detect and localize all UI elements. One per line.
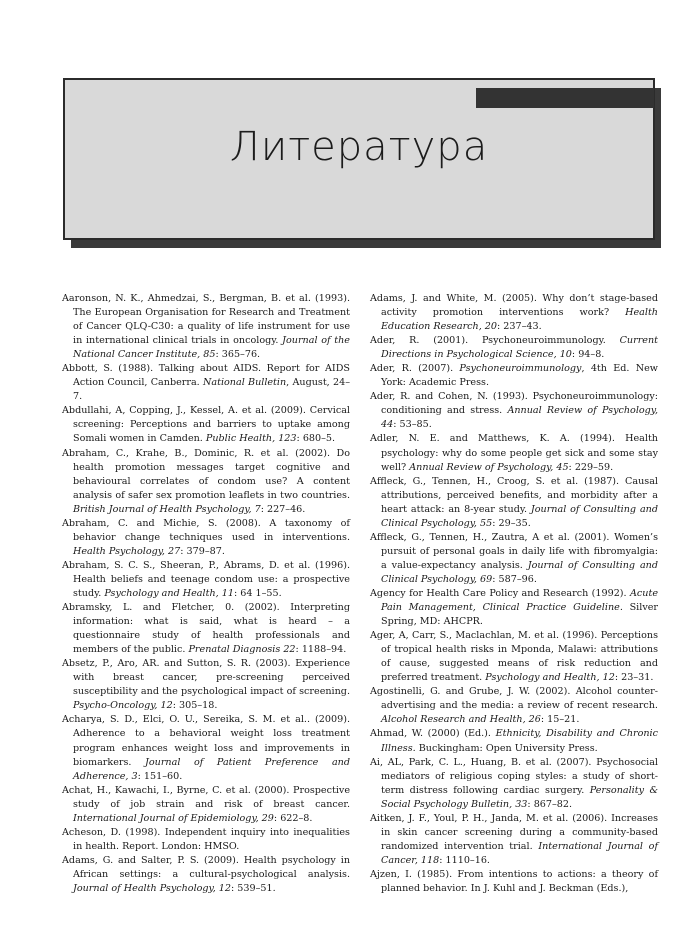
reference-entry: Ader, R. (2007). Psychoneuroimmunology, 4th Ed. New York: Academic Press. — [370, 363, 658, 389]
references-columns — [62, 292, 658, 932]
reference-entry: Ader, R. (2001). Psychoneuroimmunology. Current Directions in Psychological Science, 10: 94–8. — [370, 335, 658, 361]
reference-entry: Affleck, G., Tennen, H., Croog, S. et al. (1987). Causal attributions, perceived benefits, and morbidity after a heart attack: an 8-year study. Journal of Consulting and Clinical Psychology, 55: 29–35. — [370, 475, 658, 529]
references-right-column — [370, 292, 658, 932]
reference-entry: Ai, AL, Park, C. L., Huang, B. et al. (2007). Psychosocial mediators of religious coping styles: a study of short-term distress following cardiac surgery. Personality & Social Psychology Bulletin, 33: 867–82. — [370, 756, 658, 810]
reference-entry: Acheson, D. (1998). Independent inquiry into inequalities in health. Report. London: HMSO. — [62, 826, 350, 852]
reference-entry: Abbott, S. (1988). Talking about AIDS. Report for AIDS Action Council, Canberra. National Bulletin, August, 24–7. — [62, 363, 350, 403]
reference-entry: Ager, A, Carr, S., Maclachlan, M. et al. (1996). Perceptions of tropical health risks in Mponda, Malawi: attributions of cause, suggested means of risk reduction and preferred treatment. Psychology and Health, 12: 23–31. — [370, 630, 658, 684]
reference-entry: Adams, G. and Salter, P. S. (2009). Health psychology in African settings: a cultural-psychological analysis. Journal of Health Psychology, 12: 539–51. — [62, 854, 350, 894]
reference-entry: Abraham, C. and Michie, S. (2008). A taxonomy of behavior change techniques used in interventions. Health Psychology, 27: 379–87. — [62, 517, 350, 557]
header-tab-bar — [476, 88, 654, 108]
reference-entry: Adams, J. and White, M. (2005). Why don’t stage-based activity promotion interventions work? Health Education Research, 20: 237–43. — [370, 293, 658, 333]
reference-entry: Acharya, S. D., Elci, O. U., Sereika, S. M. et al.. (2009). Adherence to a behavioral weight loss treatment program enhances weight loss and improvements in biomarkers. Journal of Patient Preference and Adherence, 3: 151–60. — [62, 714, 350, 782]
reference-entry: Agency for Health Care Policy and Research (1992). Acute Pain Management, Clinical Practice Guideline. Silver Spring, MD: AHCPR. — [370, 587, 658, 628]
reference-entry: Ajzen, I. (1985). From intentions to actions: a theory of planned behavior. In J. Kuhl and J. Beckman (Eds.), — [370, 868, 658, 894]
reference-entry: Abramsky, L. and Fletcher, 0. (2002). Interpreting information: what is said, what is heard – a questionnaire study of health professionals and members of the public. Prenatal Diagnosis 22: 1188–94. — [62, 602, 350, 656]
reference-entry: Affleck, G., Tennen, H., Zautra, A et al. (2001). Women’s pursuit of personal goals in daily life with fibromyalgia: a value-expectancy analysis. Journal of Consulting and Clinical Psychology, 69: 587–96. — [370, 531, 658, 585]
reference-entry: Absetz, P., Aro, AR. and Sutton, S. R. (2003). Experience with breast cancer, pre-screening perceived susceptibility and the psychological impact of screening. Psycho-Oncology, 12: 305–18. — [62, 658, 350, 712]
reference-entry: Aitken, J. F., Youl, P. H., Janda, M. et al. (2006). Increases in skin cancer screening during a community-based randomized intervention trial. International Journal of Cancer, 118: 1110–16. — [370, 812, 658, 866]
reference-entry: Abdullahi, A, Copping, J., Kessel, A. et al. (2009). Cervical screening: Perceptions and barriers to uptake among Somali women in Camden. Public Health, 123: 680–5. — [62, 405, 350, 445]
chapter-title: Литература — [229, 124, 489, 170]
reference-entry: Aaronson, N. K., Ahmedzai, S., Bergman, B. et al. (1993). The European Organisation for Research and Treatment of Cancer QLQ-C30: a quality of life instrument for use in international clinical trials in oncology. Journal of the National Cancer Institute, 85: 365–76. — [62, 293, 350, 361]
reference-entry: Ader, R. and Cohen, N. (1993). Psychoneuroimmunology: conditioning and stress. Annual Review of Psychology, 44: 53–85. — [370, 391, 658, 431]
reference-entry: Adler, N. E. and Matthews, K. A. (1994). Health psychology: why do some people get sick and some stay well? Annual Review of Psychology, 45: 229–59. — [370, 433, 658, 473]
reference-entry: Agostinelli, G. and Grube, J. W. (2002). Alcohol counter-advertising and the media: a review of recent research. Alcohol Research and Health, 26: 15–21. — [370, 686, 658, 726]
references-left-column — [62, 292, 350, 932]
reference-entry: Abraham, S. C. S., Sheeran, P., Abrams, D. et al. (1996). Health beliefs and teenage condom use: a prospective study. Psychology and Health, 11: 64 1–55. — [62, 559, 350, 599]
reference-entry: Ahmad, W. (2000) (Ed.). Ethnicity, Disability and Chronic Illness. Buckingham: Open University Press. — [370, 728, 658, 754]
reference-entry: Abraham, C., Krahe, B., Dominic, R. et al. (2002). Do health promotion messages target cognitive and behavioural correlates of condom use? A content analysis of safer sex promotion leaflets in two countries. British Journal of Health Psychology, 7: 227–46. — [62, 447, 350, 515]
reference-entry: Achat, H., Kawachi, I., Byrne, C. et al. (2000). Prospective study of job strain and risk of breast cancer. International Journal of Epidemiology, 29: 622–8. — [62, 784, 350, 824]
